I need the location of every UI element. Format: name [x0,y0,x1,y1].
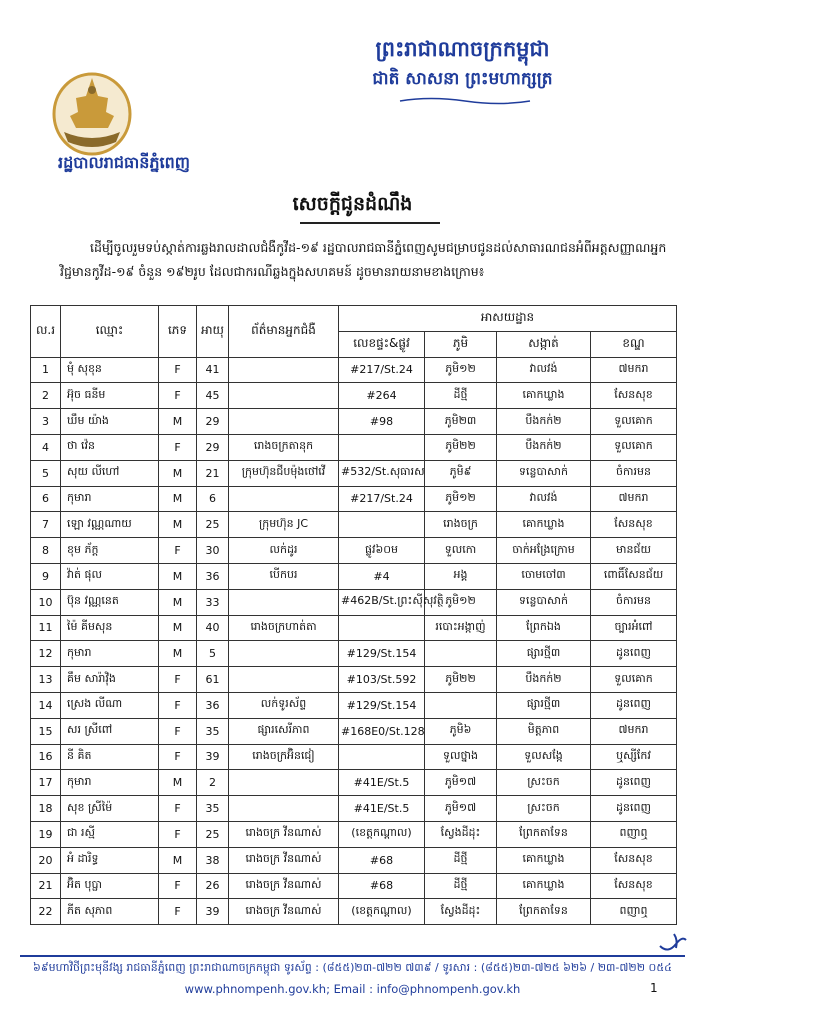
cell-commune: ទួលសង្កែ [497,744,591,770]
table-row [31,383,677,409]
cell-no: 5 [31,460,61,486]
header-no: ល.រ [31,306,61,358]
cell-info [229,589,339,615]
page-number: 1 [650,981,658,995]
cell-house-street [339,615,425,641]
cell-village: ដីថ្មី [425,383,497,409]
header-age: អាយុ [197,306,229,358]
cell-commune: គោកឃ្លាង [497,383,591,409]
cell-house-street [339,434,425,460]
cell-name: សុយ លីហៅ [61,460,159,486]
motto-heading: ជាតិ សាសនា ព្រះមហាក្សត្រ [372,69,553,89]
table-row [31,409,677,435]
cell-district: ឬស្សីកែវ [591,744,677,770]
header-name: ឈ្មោះ [61,306,159,358]
cell-name: ម៉ៃ គីមសុន [61,615,159,641]
cell-commune: ព្រែកឯង [497,615,591,641]
cell-no: 1 [31,357,61,383]
cell-sex: F [159,357,197,383]
cell-commune: ទន្លេបាសាក់ [497,460,591,486]
cell-info: រោងចក្រអ៊ិនជៀ [229,744,339,770]
cell-house-street: #41E/St.5 [339,796,425,822]
table-row [31,512,677,538]
cell-sex: F [159,692,197,718]
cell-info [229,486,339,512]
cell-house-street: ផ្លូវ៦០ម [339,538,425,564]
cell-name: ឡោ វណ្ណណាយ [61,512,159,538]
cell-sex: M [159,641,197,667]
cell-commune: ស្រះចក [497,796,591,822]
table-row [31,563,677,589]
table-header-row [31,306,677,332]
cell-name: ស្រេង លីណា [61,692,159,718]
cell-village: ទួលកោ [425,538,497,564]
cell-name: អំ ដារិទ្ធ [61,847,159,873]
cell-name: មុំ សុខុន [61,357,159,383]
cell-no: 3 [31,409,61,435]
cell-district: សែនសុខ [591,873,677,899]
cell-age: 33 [197,589,229,615]
cell-sex: F [159,796,197,822]
table-row [31,692,677,718]
cell-commune: គោកឃ្លាង [497,847,591,873]
cell-commune: វាលវង់ [497,357,591,383]
phnom-penh-logo-icon [50,68,134,158]
cell-district: ពោធិ៍សែនជ័យ [591,563,677,589]
cell-info: បើកបរ [229,563,339,589]
header-commune: សង្កាត់ [497,331,591,357]
cell-age: 36 [197,692,229,718]
cell-village: ភូមិ៩ [425,460,497,486]
cell-house-street: #264 [339,383,425,409]
cell-district: ទួលគោក [591,667,677,693]
cell-name: អ៊ុច ធនីម [61,383,159,409]
cell-info: រោងចក្រ វីនណាស់ [229,847,339,873]
cell-name: សុខ ស្រីម៉ៃ [61,796,159,822]
cell-commune: គោកឃ្លាង [497,873,591,899]
cell-house-street: #129/St.154 [339,641,425,667]
cell-no: 20 [31,847,61,873]
footer-address: ៦៩មហាវិថីព្រះមុនីវង្ស រាជធានីភ្នំពេញ ព្រះរាជាណាចក្រកម្ពុជា ទូរស័ព្ទ : (៨៥៥)២៣-៧២២ ៧៣៩ / ទូរសារ : (៨៥៥)២៣-៧២៥ ៦២៦ / ២៣-៧២២ ០៥៤ [33,961,672,974]
cell-sex: F [159,718,197,744]
cell-no: 2 [31,383,61,409]
cell-village: រោងចក្រ [425,512,497,538]
header-sex: ភេទ [159,306,197,358]
cell-name: ជា រស្មី [61,821,159,847]
cell-village: ភូមិ១២ [425,589,497,615]
cell-info [229,357,339,383]
cell-village: ភូមិ១៧ [425,796,497,822]
cell-info [229,641,339,667]
cell-no: 12 [31,641,61,667]
cell-sex: M [159,847,197,873]
cell-age: 6 [197,486,229,512]
cell-village: ភូមិ២២ [425,434,497,460]
cell-district: ដូនពេញ [591,641,677,667]
table-row [31,796,677,822]
cell-sex: M [159,770,197,796]
cell-name: ប៊ុន វណ្ណនេត [61,589,159,615]
header-house-street: លេខផ្ទះ&ផ្លូវ [339,331,425,357]
cell-village [425,641,497,667]
cell-no: 21 [31,873,61,899]
cell-house-street: #217/St.24 [339,357,425,383]
cell-commune: ចោមចៅ៣ [497,563,591,589]
cell-no: 6 [31,486,61,512]
cell-village: ភូមិ១៧ [425,770,497,796]
cell-no: 18 [31,796,61,822]
cell-age: 29 [197,409,229,435]
cell-sex: F [159,873,197,899]
header-address: អាសយដ្ឋាន [339,306,677,332]
cell-no: 15 [31,718,61,744]
kingdom-heading: ព្រះរាជាណាចក្រកម្ពុជា [375,37,550,61]
cell-district: ដូនពេញ [591,796,677,822]
cell-house-street: #129/St.154 [339,692,425,718]
cell-name: ខុម ភ័ក្ត [61,538,159,564]
cell-district: សែនសុខ [591,383,677,409]
cell-name: វ៉ាត់ ផុល [61,563,159,589]
cell-village: ទួលថ្នាង [425,744,497,770]
cell-age: 35 [197,718,229,744]
cell-age: 39 [197,899,229,925]
cell-district: ៧មករា [591,486,677,512]
cell-village: ភូមិ២២ [425,667,497,693]
document-title: សេចក្តីជូនដំណឹង [292,193,413,215]
cell-sex: F [159,538,197,564]
cell-house-street: (ខេត្តកណ្តាល) [339,821,425,847]
cell-commune: បឹងកក់២ [497,434,591,460]
cell-house-street: #98 [339,409,425,435]
cell-house-street: #4 [339,563,425,589]
cell-village: អង្គ [425,563,497,589]
cell-district: សែនសុខ [591,847,677,873]
cell-no: 14 [31,692,61,718]
cell-village: ដីថ្មី [425,873,497,899]
cell-commune: ស្រះចក [497,770,591,796]
cell-no: 13 [31,667,61,693]
table-row [31,873,677,899]
cell-house-street: (ខេត្តកណ្តាល) [339,899,425,925]
ornament-divider [395,96,535,106]
cell-house-street: #217/St.24 [339,486,425,512]
table-row [31,589,677,615]
table-row [31,718,677,744]
cell-age: 41 [197,357,229,383]
cell-district: ពញាឮ [591,899,677,925]
cell-village: របោះអង្កាញ់ [425,615,497,641]
cell-name: នី គិត [61,744,159,770]
cell-info [229,409,339,435]
cell-house-street: #41E/St.5 [339,770,425,796]
table-row [31,821,677,847]
cell-sex: F [159,383,197,409]
cell-sex: M [159,589,197,615]
cell-sex: F [159,434,197,460]
cell-sex: M [159,409,197,435]
cell-no: 11 [31,615,61,641]
cell-village [425,692,497,718]
cell-info: ក្រុមហ៊ុន JC [229,512,339,538]
cell-commune: គោកឃ្លាង [497,512,591,538]
table-row [31,460,677,486]
cell-no: 7 [31,512,61,538]
cell-house-street: #462B/St.ព្រះស៊ីសុវត្ថិ [339,589,425,615]
cell-age: 36 [197,563,229,589]
cell-village: ស្វែងដីដុះ [425,899,497,925]
cell-commune: មិត្តភាព [497,718,591,744]
cell-district: ច្បារអំពៅ [591,615,677,641]
cell-district: សែនសុខ [591,512,677,538]
cell-name: កុមារា [61,770,159,796]
cell-info [229,667,339,693]
cell-age: 26 [197,873,229,899]
cell-house-street: #168E0/St.128 [339,718,425,744]
organization-name: រដ្ឋបាលរាជធានីភ្នំពេញ [57,153,191,172]
cell-house-street: #103/St.592 [339,667,425,693]
cell-house-street [339,512,425,538]
cell-sex: F [159,899,197,925]
footer-divider [20,955,685,957]
cell-info [229,383,339,409]
header-district: ខណ្ឌ [591,331,677,357]
cell-commune: បឹងកក់២ [497,667,591,693]
header-info: ព័ត៌មានអ្នកជំងឺ [229,306,339,358]
cell-district: ចំការមន [591,460,677,486]
cell-age: 40 [197,615,229,641]
cell-info: រោងចក្រតានុក [229,434,339,460]
cell-commune: ទន្លេបាសាក់ [497,589,591,615]
cell-no: 9 [31,563,61,589]
cell-district: ៧មករា [591,718,677,744]
cell-district: ទួលគោក [591,409,677,435]
cell-sex: M [159,460,197,486]
handwritten-mark [656,930,690,956]
table-row [31,486,677,512]
cell-no: 22 [31,899,61,925]
intro-paragraph: ដើម្បីចូលរួមទប់ស្កាត់ការឆ្លងរាលដាលជំងឺកូវីដ-១៩ រដ្ឋបាលរាជធានីភ្នំពេញសូមជម្រាបជូនដល់សាធារណជនអំពីអត្តសញ្ញាណអ្នកវិជ្ជមានកូវីដ-១៩ ចំនួន ១៩២រូប ដែលជាករណីឆ្លងក្នុងសហគមន៍ ដូចមានរាយនាមខាងក្រោម៖ [60,240,667,279]
cell-house-street: #68 [339,873,425,899]
cell-district: មានជ័យ [591,538,677,564]
cell-commune: ផ្សារថ្មី៣ [497,692,591,718]
cell-house-street: #68 [339,847,425,873]
cell-commune: បឹងកក់២ [497,409,591,435]
cell-village: ភូមិ១២ [425,486,497,512]
cell-info: លក់ដូរ [229,538,339,564]
cell-age: 61 [197,667,229,693]
cell-name: កុមារា [61,641,159,667]
cases-table [30,305,677,925]
cell-sex: M [159,512,197,538]
cell-name: កុមារា [61,486,159,512]
cell-age: 30 [197,538,229,564]
cell-district: ៧មករា [591,357,677,383]
header-village: ភូមិ [425,331,497,357]
cell-commune: ចាក់អង្រែក្រោម [497,538,591,564]
cell-sex: M [159,563,197,589]
cell-commune: ព្រែកតាទែន [497,899,591,925]
cell-age: 21 [197,460,229,486]
cell-district: ចំការមន [591,589,677,615]
cell-sex: F [159,821,197,847]
cell-info [229,796,339,822]
cell-name: អ៊ិត បុប្ផា [61,873,159,899]
cell-info: ក្រុមហ៊ុនជីបម៉ុងថៅវើ [229,460,339,486]
table-row [31,538,677,564]
cell-age: 39 [197,744,229,770]
cell-district: ពញាឮ [591,821,677,847]
cell-age: 5 [197,641,229,667]
cell-age: 45 [197,383,229,409]
cell-district: ដូនពេញ [591,770,677,796]
cell-age: 25 [197,821,229,847]
cell-no: 17 [31,770,61,796]
cell-info: រោងចក្រហាត់តា [229,615,339,641]
cell-district: ទួលគោក [591,434,677,460]
table-row [31,434,677,460]
cell-commune: ផ្សារថ្មី៣ [497,641,591,667]
cell-house-street [339,744,425,770]
table-row [31,899,677,925]
cell-village: ភូមិ៦ [425,718,497,744]
cell-no: 8 [31,538,61,564]
cell-village: ភូមិ២៣ [425,409,497,435]
cell-sex: F [159,667,197,693]
cell-name: ឃឹម យ៉ាង [61,409,159,435]
cell-age: 29 [197,434,229,460]
table-row [31,615,677,641]
cell-no: 16 [31,744,61,770]
cell-sex: M [159,486,197,512]
top-scan-edge [0,0,705,8]
cell-age: 38 [197,847,229,873]
cell-name: ភីត សុភាព [61,899,159,925]
cell-age: 35 [197,796,229,822]
table-row [31,667,677,693]
cell-commune: ព្រែកតាទែន [497,821,591,847]
cell-sex: M [159,615,197,641]
cell-info: រោងចក្រ វីនណាស់ [229,873,339,899]
cell-info: លក់ទូរស័ព្ទ [229,692,339,718]
footer-contact: www.phnompenh.gov.kh; Email : info@phnompenh.gov.kh [184,982,521,996]
cell-name: គឹម សារ៉ាវ៉ិង [61,667,159,693]
cell-sex: F [159,744,197,770]
cell-name: សរ ស្រីពៅ [61,718,159,744]
cell-no: 19 [31,821,61,847]
cell-house-street: #532/St.សុធារស [339,460,425,486]
cell-info: រោងចក្រ វីនណាស់ [229,821,339,847]
table-row [31,744,677,770]
cell-age: 25 [197,512,229,538]
cell-village: ភូមិ១២ [425,357,497,383]
table-row [31,770,677,796]
cell-info: រោងចក្រ វីនណាស់ [229,899,339,925]
cell-no: 10 [31,589,61,615]
cell-info: ផ្សារសេរីភាព [229,718,339,744]
cell-name: ថា វ៉េន [61,434,159,460]
cell-commune: វាលវង់ [497,486,591,512]
table-row [31,641,677,667]
cell-village: ស្វែងដីដុះ [425,821,497,847]
table-row [31,357,677,383]
cell-info [229,770,339,796]
table-row [31,847,677,873]
cell-district: ដូនពេញ [591,692,677,718]
cell-age: 2 [197,770,229,796]
title-underline [300,222,440,224]
cell-village: ដីថ្មី [425,847,497,873]
cell-no: 4 [31,434,61,460]
